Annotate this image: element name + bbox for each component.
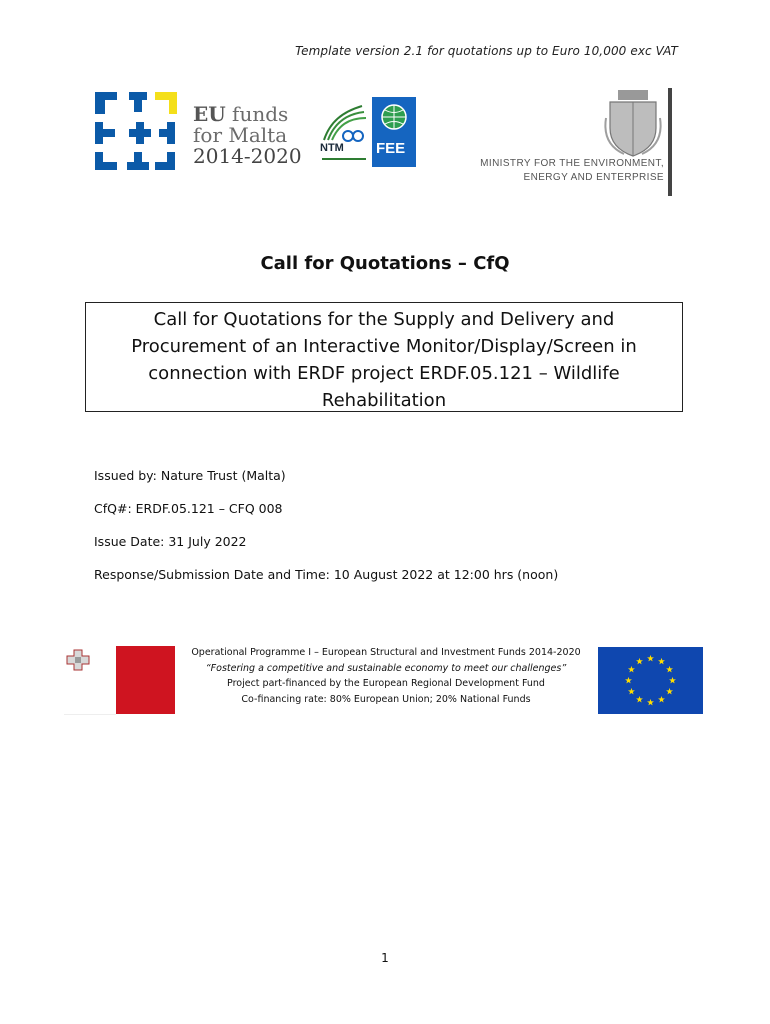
title-line-2: Procurement of an Interactive Monitor/Display/Screen in [131, 336, 637, 357]
ministry-divider [668, 88, 672, 196]
cfq-number: CfQ#: ERDF.05.121 – CFQ 008 [94, 501, 283, 516]
title-line-3: connection with ERDF project ERDF.05.121 – Wildlife [148, 363, 620, 384]
ministry-name-line2: ENERGY AND ENTERPRISE [523, 172, 664, 183]
title-line-1: Call for Quotations for the Supply and Delivery and [153, 309, 615, 330]
funding-line-3: Project part-financed by the European Regional Development Fund [227, 678, 545, 689]
funding-line-2: “Fostering a competitive and sustainable economy to meet our challenges” [205, 662, 567, 674]
globe-icon [372, 97, 416, 141]
eu-funds-logo-text [193, 104, 302, 167]
eu-logo-funds: funds [225, 102, 289, 126]
malta-flag-red [116, 646, 175, 714]
fee-logo-label: FEE [376, 140, 406, 157]
funding-statement [180, 645, 592, 707]
issue-date: Issue Date: 31 July 2022 [94, 534, 247, 549]
page-number: 1 [381, 951, 389, 965]
eu-logo-period: 2014-2020 [193, 144, 302, 168]
funding-line-4: Co-financing rate: 80% European Union; 20% National Funds [241, 693, 531, 705]
ministry-name [480, 157, 664, 185]
funding-line-1: Operational Programme I – European Structural and Investment Funds 2014-2020 [191, 647, 581, 658]
template-version-note: Template version 2.1 for quotations up to Euro 10,000 exc VAT [295, 44, 678, 58]
eu-flag-icon [598, 647, 703, 714]
document-heading: Call for Quotations – CfQ [260, 253, 510, 274]
malta-coat-of-arms-icon [604, 88, 662, 158]
ministry-name-line1: MINISTRY FOR THE ENVIRONMENT, [480, 158, 664, 169]
eu-logo-word: EU [193, 102, 226, 126]
ntm-logo [318, 104, 370, 166]
eu-logo-for-malta: for Malta [193, 123, 288, 147]
response-date: Response/Submission Date and Time: 10 August 2022 at 12:00 hrs (noon) [94, 567, 559, 582]
issued-by: Issued by: Nature Trust (Malta) [94, 468, 286, 483]
malta-flag-white [64, 646, 116, 715]
george-cross-icon [66, 649, 90, 671]
ntm-logo-label: NTM [320, 142, 344, 154]
document-title-box [85, 302, 683, 412]
title-line-4: Rehabilitation [321, 390, 447, 411]
